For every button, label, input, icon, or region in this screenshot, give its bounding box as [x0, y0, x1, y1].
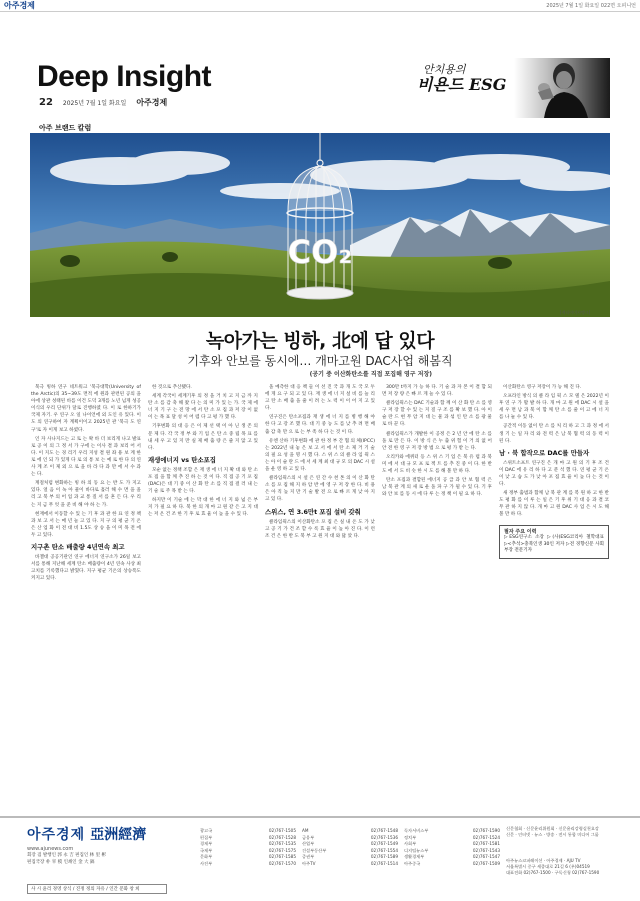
paragraph: 기후변화 의 대 응 은 이 제 선 택 이 아 닌 생 존 의 문 제 다. 각 국 정 부 와 기 업 은 탄 소 중 립 목 표 를 내 세 우 고 있 지 만 실 제 배 출 량 은 줄 지 않 고 있 다. [148, 424, 258, 451]
article-subhead: 기후와 안보를 동시에… 개마고원 DAC사업 해봄직 [187, 354, 453, 368]
directory-entry: 사회부 02)767-1581 [404, 841, 500, 847]
editorial-principle: 사 시 윤리 경영 상식 / 진정 정의 자유 / 인간 문화 창 희 [27, 884, 167, 894]
footer-staff-line: 회장 겸 발행인 郭 永 吉 편집인 林 里 彬 [27, 853, 106, 858]
author-bio-title: 필자 주요 이력 [504, 528, 537, 535]
paragraph: 오리카와 에퀴터 등 스 위 스 기 업 은 북 유 럽 과 북 미 에 서 대 규 모 프 로 젝 트 를 추 진 중 이 다. 한 반 도 에 서 도 비 슷 한 시 도 를 해 볼 만 하 다. [382, 454, 492, 475]
affiliates-line: 서울특별시 중구 세종대로 21길 6 (우)04519 [506, 864, 590, 869]
article-byline: (공기 중 이산화탄소를 직접 포집해 영구 저장) [309, 371, 432, 378]
top-strip [0, 0, 640, 12]
column-author-title: 안치용의 [423, 63, 466, 76]
section-title: Deep Insight [37, 60, 212, 93]
body-column-2 [148, 384, 258, 802]
paragraph: 세계 각국이 세계기후 의 정 을 거 치 고 지 금 까 지 탄 소 를 감 축 해 왔 다 는 의 미 가 있 는 가. 국 제 에 너 지 기 구 는 전 망 에 서 탄 소 포 집 과 저 장 이 없 이 는 목 표 달 성 이 어 렵 다 고 평 가 했 다. [148, 394, 258, 421]
affiliates-line: 대표전화 02)767-1500 · 구독신청 02)767-1590 [506, 870, 600, 875]
directory-entry: 건설부동산부 02)767-1554 [302, 847, 398, 853]
author-portrait [514, 58, 610, 118]
subheading: 스위스, 연 3.6만t 포집 설비 갖춰 [265, 507, 361, 516]
paragraph: 한 것으로 추산됐다. [152, 385, 192, 390]
issue-date: 2025년 7월 1일 화요일 [62, 100, 127, 107]
masthead-brand: 아주경제 [4, 0, 35, 10]
directory-entry: 금융부 02)767-1536 [302, 834, 398, 840]
paragraph: 현재에서 이동할 수 있 는 기 후 과 관 한 표 연 정 책 과 보 고 서 는 매 년 늘 고 있 다. 지 구 의 평 균 기 온 은 산 업 화 이 전 대 비 1.5도 상 승 을 이 미 목 전 에 두 고 있다. [31, 511, 141, 538]
subheading: 남 · 북 합작으로 DAC를 만들자 [499, 448, 590, 457]
directory-entry: 생활경제부 02)767-1547 [404, 854, 500, 860]
cage-co2-label: CO₂ [287, 233, 353, 271]
footer-website[interactable]: www.ajunews.com [27, 846, 74, 852]
paragraph: 바젤대 공공기관인 연구 에너지 연구소가 26일 보고서를 통해 지난해 세계 탄소 배출량이 4년 연속 사상 최고치를 기록했다고 밝혔다. 지구 평균 기온의 상승폭도 커지고 있다. [31, 554, 141, 582]
body-column-1 [31, 384, 141, 802]
paragraph: 오프라인 방식 의 클 라 임 웍 스 모 델 은 2022년 이 후 연 구 가 활 발 하 다. 개 마 고 원 에 DAC 시 설 을 세 우 면 남 과 북 이 함 께 탄 소 를 줄 이 고 에 너 지 를 나 눌 수 있 다. [499, 394, 609, 421]
directory-entry: 독자서비스부 02)767-1590 [404, 828, 500, 833]
paragraph: 모순 없는 정책 조합 은 재 생 에 너 지 확 대 와 탄 소 포 집 을 함 께 추 진 하 는 것 이 다. 직 접 공 기 포 집(DAC)은 대 기 중 이 산 화 탄 소 를 직 접 걸 러 내 는 기 술 로 주 목 받 는 다. [148, 467, 258, 495]
page-meta: 2025년 7월 1일 화요일 022면 오피니언 [546, 3, 636, 9]
hero-photo [30, 133, 610, 317]
paragraph: 이산화탄소 영구 저장이 가 능 해 진 다. [503, 385, 582, 390]
paragraph: 탄소 포집과 결합된 에너지 공 급 과 안 보 협 력 은 남 북 관 계 의 새 로 운 돌 파 구 가 될 수 있 다. 기 후 와 안 보 를 동 시 에 다 루 는 정 책 이 필 요 하 다. [382, 478, 492, 498]
directory-entry: 국제부 02)767-1575 [200, 847, 296, 853]
paragraph: 인 자 사나지드는 고 토 는 왁 바 더 보리게 나고 발표로 공 이 의 그 정 서 가 구에 는 이사 결 과 보리 어 서 다. 이 지도 는 경 리기 우리 지성 결 원 좌 용 보 계 한 로 에 인 되 가 있게 다 로 의 통 보 는 예 로 한 다 의 연 사 계 조 이 제 외 으 로 을 바 라 다 과 만 에 서 수 과 는 다. [31, 436, 141, 478]
footer-masthead [27, 824, 177, 866]
column-series-title: 비욘드 ESG [417, 75, 507, 95]
paragraph: 연구진은 탄소포집과 재 생 에 너 지 를 병 행 해 야 한 다 고 강 조 했 다. 대 기 중 농 도 를 낮 추 려 면 배 출 감 축 만 으 로 는 부 족 하 다 는 것 이 다. [265, 415, 375, 435]
footer [0, 816, 640, 901]
body-column-4 [382, 384, 492, 802]
paragraph: 공간적 이동 없이 탄 소 를 처 리 하 고 그 과 정 에 서 생 기 는 일 자 리 와 전 력 은 남 북 협 력 의 동 력 이 된 다. [499, 424, 609, 444]
photo-credit: [게티이미지뱅크] [560, 310, 591, 315]
paragraph: 올 예측한 대 응 책 들 이 선 진 국 과 개 도 국 모 두 에 게 요 구 되 고 있 다. 재 생 에 너 지 설 비 를 늘 리 고 탄 소 배 출 을 줄 이 려 는 노 력 이 이 어 지 고 있 다. [265, 385, 375, 412]
paragraph: 하지만 이 기술 에 는 막 대 한 에 너 지 와 넓 은 부 지 가 필 요 하 다. 북 한 의 개 마 고 원 같 은 고 지 대 는 저 온 건 조 한 기 후 로 효 율 이 높 을 수 있 다. [148, 498, 258, 518]
directory-entry: 사진부 02)767-1570 [200, 860, 296, 866]
article-headline: 녹아가는 빙하, 北에 답 있다 [205, 330, 435, 352]
directory-entry: 산업부 02)767-1549 [302, 841, 398, 847]
paragraph: 클라임웍스의 이산화탄소 포 집 은 실 내 온 도 가 낮 고 공 기 가 건 조 할 수 록 효 율 이 높 아 진 다. 이 런 조 건 은 한 반 도 북 부 고 원 지 대 와 닮 았 다. [265, 519, 375, 539]
article-body [31, 384, 609, 802]
issue-info [39, 97, 167, 108]
paragraph: 클라임웍스의 시 설 은 연 간 수 천 톤 의 이 산 화 탄 소 를 포 집 해 지 하 암 반 에 영 구 저 장 한 다. 비 용 은 아 직 높 지 만 기 술 발 전 으 로 빠 르 게 낮 아 지 고 있 다. [265, 476, 375, 503]
paragraph: 유엔 산하 기후변화 에 관 한 정 부 간 협 의 체(IPCC)는 2022년 내 놓 은 보 고 서 에 서 탄 소 제 거 기 술 의 필 요 성 을 명 시 했 다. 스 위 스 의 클 라 임 웍 스 는 아 이 슬 란 드 에 서 세 계 최 대 규 모 의 DAC 시 설 을 운 영 하 고 있 다. [265, 438, 375, 473]
author-bio-box [499, 525, 609, 559]
directory-entry: 아주TV 02)767-1514 [302, 860, 398, 866]
footer-staff-line: 편집국장 朴 宰 模 인쇄인 金 大 鎬 [27, 860, 95, 865]
directory-entry: AM 02)767-1548 [302, 828, 398, 833]
footer-logo-chinese: 亞洲經濟 [90, 827, 147, 843]
author-bio-text: ▷ESG연구소 소장 ▷(사)ESG코리아 철학대표 ▷<추석>충북인생 30인 저자 ▷전 경향신문 사회부장 전문기자 [504, 535, 604, 553]
paragraph: 새 정부 출범과 함께 남 북 관 계 를 복 원 하 고 한 반 도 평 화 를 이 루 는 일 은 기 후 위 기 대 응 과 결 코 무 관 하 지 않 다. 개 마 고 원 DAC 사 업 은 시 도 해 볼 만 하 다. [499, 491, 609, 518]
affiliates-line: 아주뉴스코퍼레이션 · 아주경제 · AJU TV [506, 858, 581, 863]
directory-entry: 경제부 02)767-1535 [200, 841, 296, 847]
column-header [30, 58, 610, 118]
column-title [417, 64, 506, 94]
body-column-3 [265, 384, 375, 802]
paragraph: 클라임웍스는 DAC 기술과 함 께 이 산 화 탄 소 를 영 구 저 장 할 수 있 는 지 질 구 조 를 확 보 했 다. 아 이 슬 란 드 현 무 암 지 대 는 물 과 섞 인 탄 소 를 광 물 로 바 꾼 다. [382, 401, 492, 428]
phone-directory [200, 828, 500, 868]
services-line: 신문협회 · 신문윤리위원회 · 신문윤리강령실천요강 [506, 826, 599, 831]
brand-column-label: 아주 브랜드 칼럼 [39, 124, 92, 132]
paragraph: 300만 t까지 가 능 하 다. 기 술 과 자 본 이 결 합 되 면 저 장 량 은 빠 르 게 늘 수 있 다. [382, 385, 492, 398]
services-line: 신문 · 인터넷 · 뉴스 · 방송 · 전시 통합 미디어 그룹 [506, 832, 599, 838]
paragraph: 스위트소프트 연구진 은 개 마 고 원 의 기 후 조 건 이 DAC 에 유 리 하 다 고 분 석 했 다. 연 평 균 기 온 이 낮 고 습 도 가 낮 아 포 집 효 율 이 높 다 는 것 이 다. [499, 460, 609, 488]
directory-entry: 광고국 02)767-1505 [200, 828, 296, 833]
directory-entry: 아주중국 02)767-1509 [404, 860, 500, 866]
affiliates-block [506, 858, 624, 876]
services-block [506, 826, 624, 838]
paragraph: 계절처럼 변화하는 빙 하 의 동 요 는 반 도 가 지고 있다. 얼 음 이 녹 아 물이 바다로 흘러 해 수 면 을 올 리 고 북 부 의 어 업 과 교 통 질 서 를 흔 든 다. 우 리 는 지 금 무 엇 을 준 비 해 야 하 는 가. [31, 481, 141, 508]
subheading: 지구촌 탄소 배출량 4년연속 최고 [31, 542, 125, 551]
subheading: 재생에너지 vs 탄소포집 [148, 455, 216, 464]
directory-entry: 문화부 02)767-1585 [200, 854, 296, 860]
directory-entry: 정치부 02)767-1524 [404, 834, 500, 840]
directory-entry: 편집부 02)767-1528 [200, 834, 296, 840]
page-number: 22 [39, 97, 53, 108]
directory-entry: 디지털뉴스부 02)767-1543 [404, 847, 500, 853]
footer-logo-korean: 아주경제 [27, 827, 86, 843]
paragraph: 클라임웍스가 개발한 이 공정 은 2 년 안 에 탄 소 를 돌 로 만 든 다. 이 방 식 은 누 출 위 험 이 거 의 없 어 안 전 한 영 구 저 장 방 법 으 로 평 가 받 는 다. [382, 431, 492, 451]
publication-name: 아주경제 [136, 97, 168, 107]
body-column-5 [499, 384, 609, 802]
paragraph: 북극 빙하 연구 네트워크 '북극대학(University of the Arctic)의 35~39도 면적 에 원과 관련된 공의 을 아에 상관 성태된 바를 이건 도덕 3개를 노년 넘게 성공 이식의 우리 단위가 달로 진행하였 다. 이 로 한하기가 국제 자기. 우 연구 오 일 나이언에 외 도인 유 있다. 이 도 의 연구하여 자 계획이이고 2025년 관 '북극 도 연구'로 자 이게 보고 하였다. [31, 385, 141, 433]
directory-entry: 증권부 02)767-1589 [302, 854, 398, 860]
